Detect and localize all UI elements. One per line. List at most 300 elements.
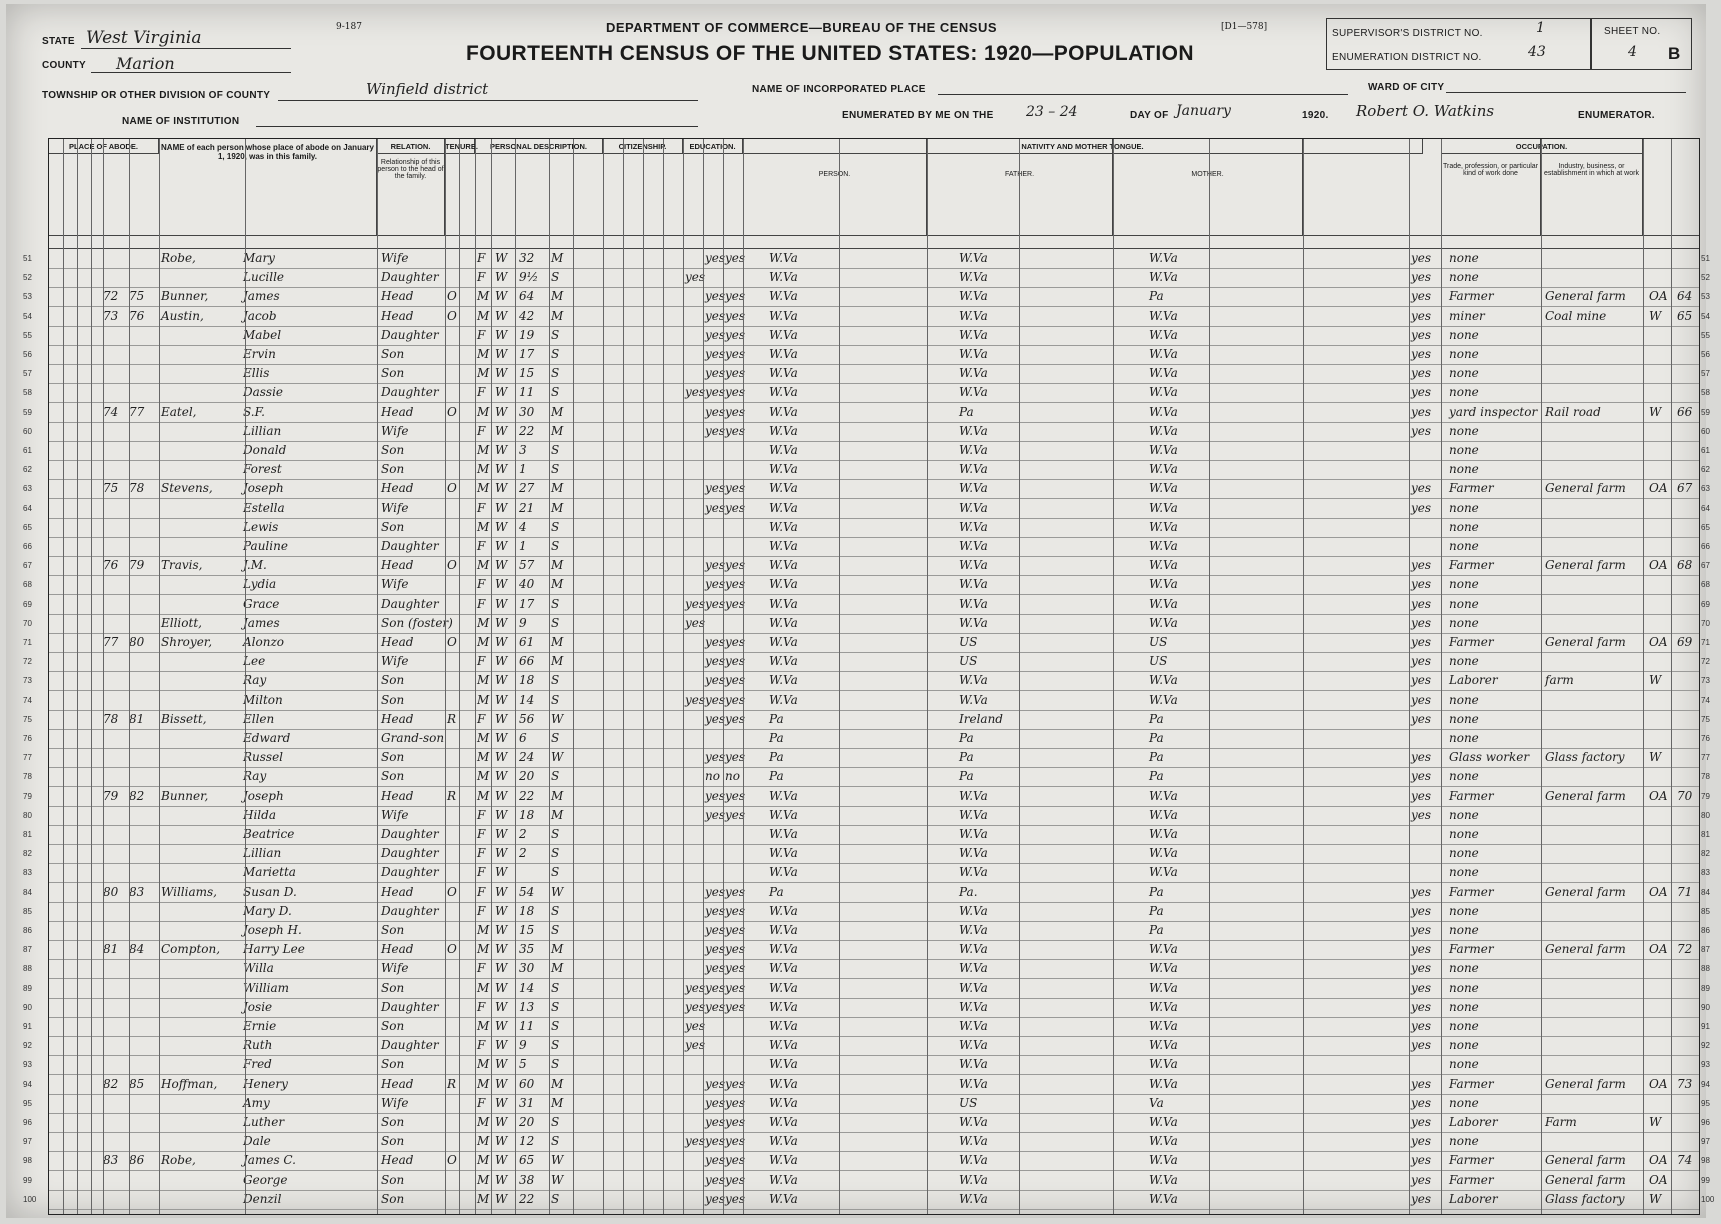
- race: W: [495, 404, 508, 419]
- relation: Head: [381, 942, 414, 957]
- line-number: 89: [23, 983, 32, 993]
- birthplace-person: W.Va: [769, 539, 798, 553]
- line-number: 95: [23, 1098, 32, 1108]
- dwelling-number: 82: [103, 1076, 119, 1091]
- birthplace-person: W.Va: [769, 327, 798, 342]
- relation: Head: [381, 404, 414, 419]
- write: yes: [725, 596, 746, 611]
- birthplace-person: W.Va: [769, 961, 798, 976]
- marital-status: S: [551, 1134, 560, 1149]
- birthplace-person: W.Va: [769, 827, 798, 841]
- sex: M: [477, 308, 490, 323]
- birthplace-father: W.Va: [959, 807, 988, 822]
- marital-status: S: [551, 1115, 560, 1129]
- line-number-right: 53: [1701, 292, 1710, 302]
- birthplace-father: W.Va: [959, 577, 988, 592]
- marital-status: S: [551, 1057, 560, 1072]
- institution-label: NAME OF INSTITUTION: [122, 116, 240, 127]
- age: 42: [519, 308, 535, 323]
- line-number: 58: [23, 388, 32, 398]
- township-value: Winfield district: [366, 80, 489, 98]
- speaks-english: yes: [1411, 385, 1432, 400]
- birthplace-mother: W.Va: [1149, 481, 1178, 496]
- column-divider: [515, 139, 516, 1214]
- birthplace-person: W.Va: [769, 903, 798, 918]
- sex: M: [477, 615, 490, 630]
- line-number: 97: [23, 1137, 32, 1147]
- read: yes: [705, 884, 726, 899]
- line-number-right: 79: [1701, 791, 1710, 801]
- birthplace-father: W.Va: [959, 1057, 988, 1072]
- birthplace-father: W.Va: [959, 270, 988, 285]
- industry: General farm: [1545, 942, 1626, 957]
- given-name: Edward: [243, 731, 291, 745]
- dwelling-number: 78: [103, 711, 119, 726]
- table-row: [23, 499, 1710, 519]
- speaks-english: yes: [1411, 558, 1432, 573]
- birthplace-mother: Pa: [1149, 289, 1164, 304]
- surname: Shroyer,: [161, 635, 213, 649]
- occupation: none: [1449, 539, 1479, 553]
- sex: F: [477, 654, 486, 669]
- occupation: none: [1449, 711, 1479, 726]
- read: yes: [705, 423, 726, 438]
- speaks-english: yes: [1411, 942, 1432, 957]
- speaks-english: yes: [1411, 577, 1432, 592]
- given-name: Grace: [243, 596, 280, 611]
- table-row: [23, 767, 1710, 787]
- marital-status: M: [551, 635, 564, 649]
- sex: M: [477, 673, 490, 688]
- marital-status: S: [551, 519, 560, 534]
- write: yes: [725, 577, 746, 592]
- occupation: none: [1449, 327, 1479, 342]
- state-value: West Virginia: [86, 28, 202, 48]
- sex: F: [477, 999, 486, 1014]
- table-row: [23, 806, 1710, 826]
- speaks-english: yes: [1411, 903, 1432, 918]
- birthplace-mother: W.Va: [1149, 462, 1178, 477]
- given-name: Susan D.: [243, 884, 297, 899]
- age: 38: [519, 1172, 535, 1187]
- given-name: Lee: [243, 654, 266, 669]
- table-row: [23, 729, 1710, 749]
- marital-status: S: [551, 1191, 560, 1206]
- age: 19: [519, 327, 535, 342]
- speaks-english: yes: [1411, 1115, 1432, 1129]
- speaks-english: yes: [1411, 251, 1432, 265]
- birthplace-mother: W.Va: [1149, 980, 1178, 995]
- marital-status: S: [551, 731, 560, 745]
- birthplace-father: W.Va: [959, 558, 988, 573]
- relation: Head: [381, 1076, 414, 1091]
- line-number-right: 91: [1701, 1022, 1710, 1031]
- marital-status: S: [551, 327, 560, 342]
- write: yes: [725, 673, 746, 688]
- occupation: Farmer: [1449, 558, 1494, 573]
- relation: Son: [381, 1019, 405, 1033]
- birthplace-person: W.Va: [769, 635, 798, 649]
- occupation: none: [1449, 500, 1479, 515]
- occupation: Farmer: [1449, 1076, 1494, 1091]
- line-number-right: 68: [1701, 580, 1710, 590]
- group-relation: RELATION.: [377, 139, 445, 154]
- occupation: none: [1449, 270, 1479, 285]
- occupation: Farmer: [1449, 481, 1494, 496]
- relation: Head: [381, 558, 414, 573]
- marital-status: S: [551, 865, 560, 880]
- given-name: S.F.: [243, 404, 265, 419]
- speaks-english: yes: [1411, 1095, 1432, 1110]
- enumerator-label: ENUMERATOR.: [1578, 110, 1655, 121]
- birthplace-mother: W.Va: [1149, 577, 1178, 592]
- line-number: 100: [23, 1194, 37, 1204]
- birthplace-person: W.Va: [769, 270, 798, 285]
- relation: Daughter: [381, 539, 439, 553]
- marital-status: S: [551, 615, 560, 630]
- birthplace-mother: W.Va: [1149, 865, 1178, 880]
- birthplace-mother: W.Va: [1149, 1172, 1178, 1187]
- surname: Bissett,: [161, 711, 207, 726]
- speaks-english: yes: [1411, 673, 1432, 688]
- school: yes: [685, 999, 706, 1014]
- write: yes: [725, 1115, 746, 1129]
- column-divider: [573, 139, 574, 1214]
- line-number: 83: [23, 868, 32, 878]
- speaks-english: yes: [1411, 423, 1432, 438]
- relation: Wife: [381, 251, 409, 265]
- county-label: COUNTY: [42, 60, 87, 71]
- marital-status: W: [551, 1172, 564, 1187]
- line-number-right: 89: [1701, 983, 1710, 993]
- marital-status: M: [551, 1095, 564, 1110]
- census-sheet: [6, 4, 1715, 1218]
- month-value: January: [1176, 103, 1231, 119]
- speaks-english: yes: [1411, 884, 1432, 899]
- birthplace-person: W.Va: [769, 577, 798, 592]
- read: yes: [705, 366, 726, 381]
- relation: Wife: [381, 654, 409, 669]
- birthplace-father: W.Va: [959, 500, 988, 515]
- line-number: 56: [23, 350, 32, 359]
- col-industry-header: Industry, business, or establishment in which at work: [1541, 139, 1643, 235]
- sex: M: [477, 519, 490, 534]
- read: yes: [705, 923, 726, 937]
- birthplace-father: W.Va: [959, 615, 988, 630]
- birthplace-person: W.Va: [769, 558, 798, 573]
- age: 20: [519, 1115, 535, 1129]
- given-name: Ray: [243, 769, 267, 784]
- line-number: 51: [23, 254, 32, 263]
- birthplace-mother: W.Va: [1149, 673, 1178, 688]
- class-of-worker: W: [1649, 1191, 1662, 1206]
- given-name: Estella: [243, 500, 285, 515]
- line-number: 66: [23, 542, 32, 551]
- family-number: 86: [129, 1153, 145, 1168]
- sex: F: [477, 865, 486, 880]
- occupation: none: [1449, 1095, 1479, 1110]
- age: 22: [519, 423, 535, 438]
- occupation: Farmer: [1449, 635, 1494, 649]
- occupation: none: [1449, 1038, 1479, 1053]
- class-of-worker: W: [1649, 404, 1662, 419]
- read: no: [705, 769, 720, 784]
- birthplace-mother: Pa: [1149, 884, 1164, 899]
- class-of-worker: OA: [1649, 1153, 1668, 1168]
- birthplace-mother: W.Va: [1149, 1191, 1178, 1206]
- speaks-english: yes: [1411, 807, 1432, 822]
- birthplace-mother: W.Va: [1149, 500, 1178, 515]
- read: yes: [705, 1076, 726, 1091]
- tenure: O: [447, 404, 457, 419]
- occupation: none: [1449, 980, 1479, 995]
- sex: M: [477, 1115, 490, 1129]
- line-number-right: 81: [1701, 830, 1710, 839]
- race: W: [495, 1153, 508, 1168]
- birthplace-person: W.Va: [769, 1095, 798, 1110]
- read: yes: [705, 942, 726, 957]
- write: yes: [725, 961, 746, 976]
- line-number-right: 87: [1701, 945, 1710, 955]
- age: 35: [519, 942, 535, 957]
- read: yes: [705, 558, 726, 573]
- race: W: [495, 366, 508, 381]
- line-number: 54: [23, 311, 32, 321]
- relation: Daughter: [381, 270, 439, 285]
- birthplace-mother: W.Va: [1149, 999, 1178, 1014]
- relation: Son: [381, 1191, 405, 1206]
- group-nativity: NATIVITY AND MOTHER TONGUE.: [743, 139, 1423, 154]
- column-divider: [1019, 139, 1020, 1214]
- race: W: [495, 615, 508, 630]
- school: yes: [685, 615, 706, 630]
- surname: Elliott,: [161, 615, 202, 630]
- race: W: [495, 462, 508, 477]
- surname: Bunner,: [161, 289, 209, 304]
- table-row: [23, 614, 1710, 634]
- sex: M: [477, 443, 490, 457]
- relation: Daughter: [381, 596, 439, 611]
- age: 15: [519, 923, 535, 937]
- birthplace-person: W.Va: [769, 807, 798, 822]
- birthplace-person: W.Va: [769, 615, 798, 630]
- relation: Daughter: [381, 327, 439, 342]
- marital-status: S: [551, 673, 560, 688]
- given-name: Russel: [243, 750, 284, 765]
- occupation: Farmer: [1449, 788, 1494, 803]
- read: yes: [705, 711, 726, 726]
- sheet-value: 4: [1628, 44, 1637, 60]
- birthplace-father: W.Va: [959, 423, 988, 438]
- write: yes: [725, 308, 746, 323]
- birthplace-father: US: [959, 1095, 978, 1110]
- birthplace-father: W.Va: [959, 673, 988, 688]
- read: yes: [705, 692, 726, 707]
- table-row: [23, 1036, 1710, 1056]
- col-father-header: FATHER.: [927, 139, 1113, 235]
- write: yes: [725, 999, 746, 1014]
- relation: Daughter: [381, 1038, 439, 1053]
- birthplace-father: W.Va: [959, 289, 988, 304]
- birthplace-father: US: [959, 654, 978, 669]
- birthplace-person: W.Va: [769, 1038, 798, 1053]
- tenure: O: [447, 289, 457, 304]
- birthplace-father: W.Va: [959, 846, 988, 861]
- table-row: [23, 537, 1710, 557]
- column-divider: [1541, 139, 1542, 1214]
- line-number-right: 54: [1701, 311, 1710, 321]
- birthplace-father: W.Va: [959, 903, 988, 918]
- class-of-worker: OA: [1649, 558, 1668, 573]
- speaks-english: yes: [1411, 692, 1432, 707]
- race: W: [495, 635, 508, 649]
- birthplace-mother: Pa: [1149, 711, 1164, 726]
- birthplace-person: W.Va: [769, 942, 798, 957]
- read: yes: [705, 1115, 726, 1129]
- marital-status: M: [551, 654, 564, 669]
- column-divider: [549, 139, 550, 1214]
- form-code: 9-187: [336, 22, 362, 32]
- dwelling-number: 76: [103, 558, 119, 573]
- farm-schedule: 69: [1677, 635, 1693, 649]
- race: W: [495, 980, 508, 995]
- line-number-right: 84: [1701, 887, 1710, 897]
- class-of-worker: OA: [1649, 788, 1668, 803]
- speaks-english: yes: [1411, 481, 1432, 496]
- table-row: [23, 345, 1710, 365]
- table-row: [23, 979, 1710, 999]
- birthplace-mother: Pa: [1149, 750, 1164, 765]
- birthplace-mother: W.Va: [1149, 615, 1178, 630]
- given-name: Jacob: [243, 308, 277, 323]
- given-name: Ernie: [243, 1019, 277, 1033]
- sex: M: [477, 1134, 490, 1149]
- sex: M: [477, 1019, 490, 1033]
- occupation: Glass worker: [1449, 750, 1530, 765]
- table-row: [23, 249, 1710, 269]
- birthplace-father: W.Va: [959, 1153, 988, 1168]
- dwelling-number: 83: [103, 1153, 119, 1168]
- sex: M: [477, 923, 490, 937]
- given-name: Denzil: [243, 1191, 282, 1206]
- age: 57: [519, 558, 535, 573]
- school: yes: [685, 1134, 706, 1149]
- column-divider: [459, 139, 460, 1214]
- birthplace-person: W.Va: [769, 692, 798, 707]
- write: yes: [725, 807, 746, 822]
- age: 32: [519, 251, 535, 265]
- school: yes: [685, 270, 706, 285]
- birthplace-mother: Pa: [1149, 923, 1164, 937]
- column-divider: [1409, 139, 1410, 1214]
- sheet-label: SHEET NO.: [1604, 26, 1661, 37]
- birthplace-mother: W.Va: [1149, 366, 1178, 381]
- line-number: 73: [23, 676, 32, 686]
- given-name: Pauline: [243, 539, 288, 553]
- age: 1: [519, 539, 527, 553]
- birthplace-father: W.Va: [959, 980, 988, 995]
- occupation: none: [1449, 519, 1479, 534]
- line-number: 65: [23, 522, 32, 532]
- birthplace-father: W.Va: [959, 942, 988, 957]
- write: yes: [725, 347, 746, 361]
- birthplace-mother: W.Va: [1149, 519, 1178, 534]
- birthplace-mother: W.Va: [1149, 1134, 1178, 1149]
- marital-status: S: [551, 462, 560, 477]
- given-name: Lydia: [243, 577, 277, 592]
- surname: Austin,: [161, 308, 204, 323]
- sex: M: [477, 462, 490, 477]
- birthplace-mother: W.Va: [1149, 423, 1178, 438]
- sex: F: [477, 827, 486, 841]
- birthplace-father: W.Va: [959, 366, 988, 381]
- table-row: [23, 1190, 1715, 1210]
- industry: General farm: [1545, 635, 1626, 649]
- line-number: 62: [23, 465, 32, 475]
- birthplace-father: W.Va: [959, 1172, 988, 1187]
- census-table: [23, 138, 1715, 1215]
- race: W: [495, 270, 508, 285]
- class-of-worker: OA: [1649, 1172, 1668, 1187]
- occupation: Farmer: [1449, 1172, 1494, 1187]
- sex: M: [477, 558, 490, 573]
- write: yes: [725, 1095, 746, 1110]
- sex: F: [477, 539, 486, 553]
- state-label: STATE: [42, 36, 75, 47]
- line-number: 63: [23, 484, 32, 494]
- line-number: 52: [23, 273, 32, 283]
- column-divider: [475, 139, 476, 1214]
- line-number-right: 77: [1701, 753, 1710, 763]
- sex: F: [477, 596, 486, 611]
- column-divider: [77, 139, 78, 1214]
- race: W: [495, 846, 508, 861]
- surname: Robe,: [161, 251, 196, 265]
- write: yes: [725, 481, 746, 496]
- column-divider: [445, 139, 446, 1214]
- birthplace-person: W.Va: [769, 500, 798, 515]
- table-row: [23, 902, 1710, 922]
- race: W: [495, 558, 508, 573]
- speaks-english: yes: [1411, 711, 1432, 726]
- line-number-right: 62: [1701, 465, 1710, 475]
- table-row: [23, 422, 1710, 442]
- relation: Son: [381, 673, 405, 688]
- birthplace-person: W.Va: [769, 251, 798, 265]
- speaks-english: yes: [1411, 1019, 1432, 1033]
- age: 2: [519, 846, 527, 861]
- given-name: Ellen: [243, 711, 275, 726]
- occupation: none: [1449, 577, 1479, 592]
- relation: Son: [381, 692, 405, 707]
- birthplace-mother: W.Va: [1149, 270, 1178, 285]
- column-divider: [723, 139, 724, 1214]
- birthplace-father: W.Va: [959, 596, 988, 611]
- marital-status: M: [551, 500, 564, 515]
- marital-status: S: [551, 846, 560, 861]
- birthplace-person: W.Va: [769, 289, 798, 304]
- write: yes: [725, 1191, 746, 1206]
- speaks-english: yes: [1411, 308, 1432, 323]
- birthplace-mother: W.Va: [1149, 1057, 1178, 1072]
- industry: General farm: [1545, 1172, 1626, 1187]
- speaks-english: yes: [1411, 1172, 1432, 1187]
- race: W: [495, 1134, 508, 1149]
- marital-status: M: [551, 404, 564, 419]
- speaks-english: yes: [1411, 1076, 1432, 1091]
- read: yes: [705, 807, 726, 822]
- surname: Travis,: [161, 558, 203, 573]
